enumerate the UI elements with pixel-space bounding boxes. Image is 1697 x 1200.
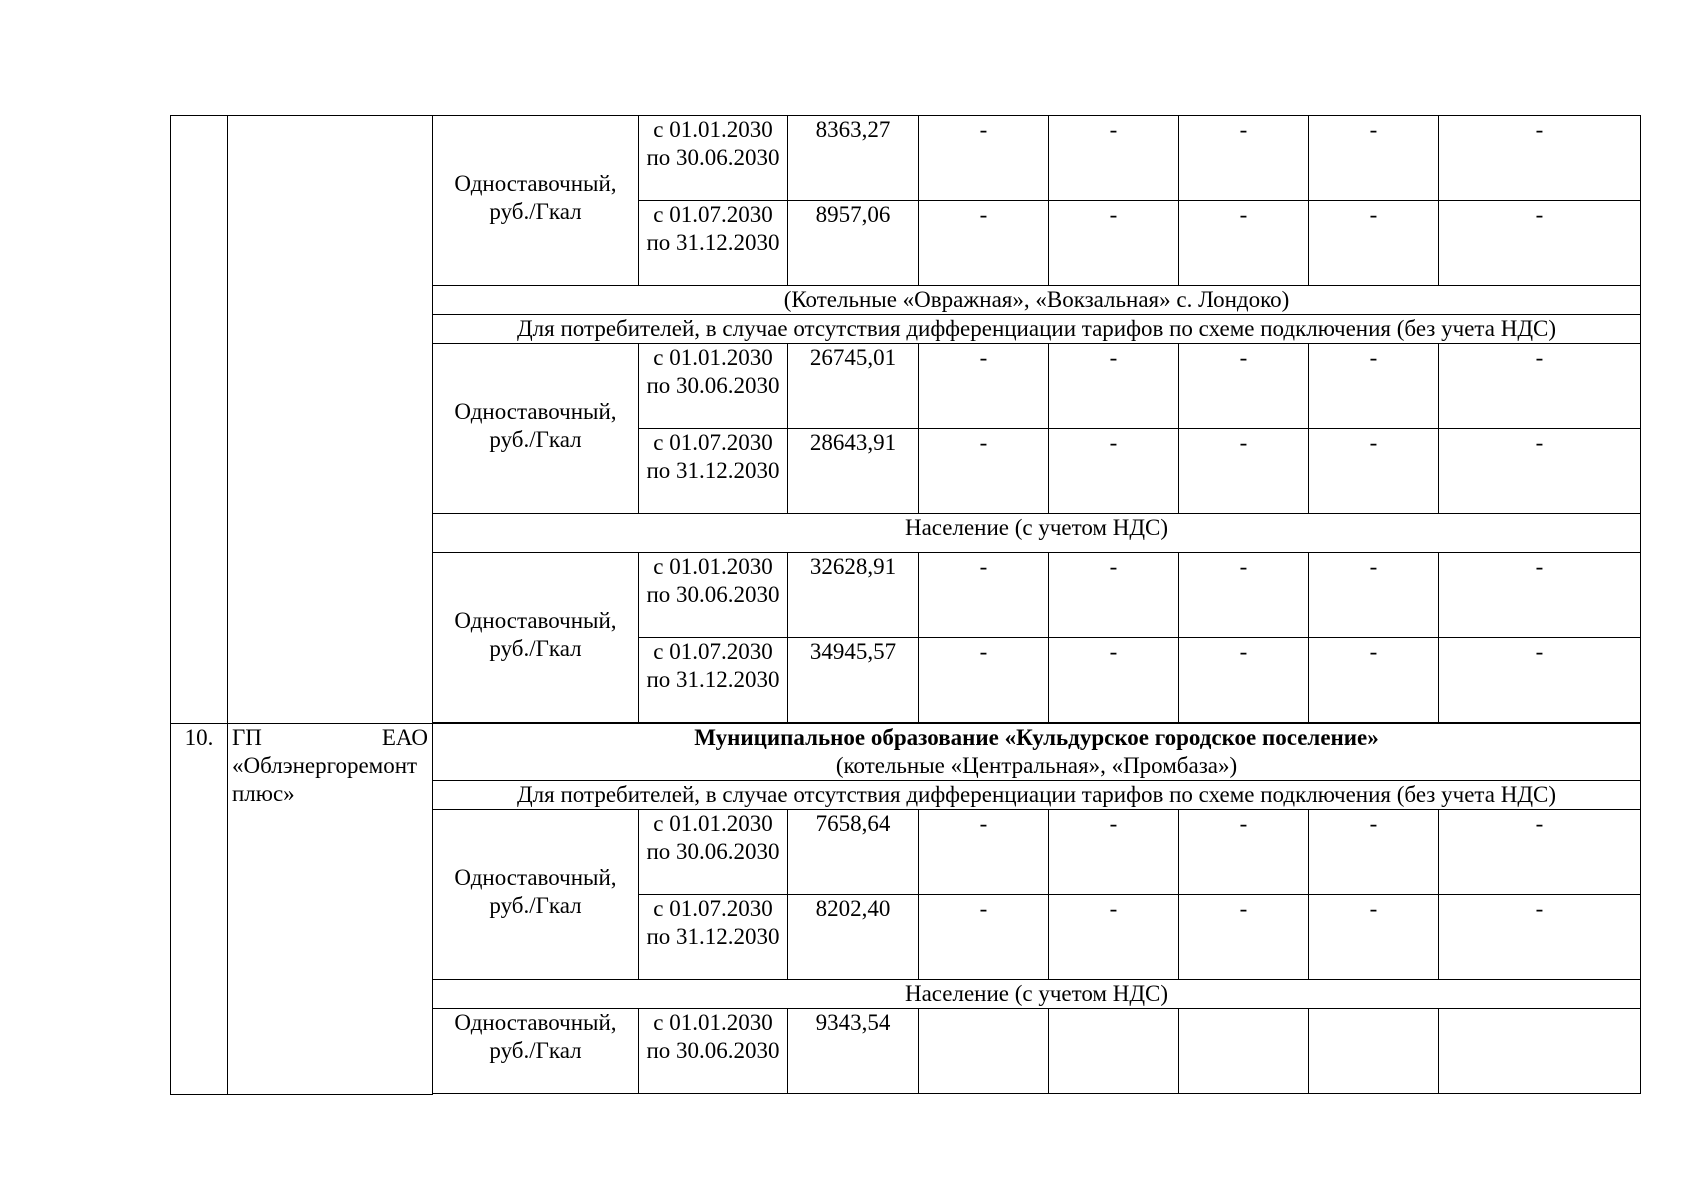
dash-cell: - — [919, 201, 1049, 286]
empty-cell — [1049, 1009, 1179, 1094]
consumers-header: Для потребителей, в случае отсутствия дифференциации тарифов по схеме подключения (без учета НДС) — [433, 315, 1641, 344]
dash-cell: - — [919, 895, 1049, 980]
dash-cell: - — [1309, 116, 1439, 201]
dash-cell: - — [1309, 201, 1439, 286]
dash-cell: - — [1439, 429, 1641, 514]
dash-cell: - — [1049, 201, 1179, 286]
tariff-value-cell: 8202,40 — [788, 895, 919, 980]
dash-cell: - — [1179, 429, 1309, 514]
population-header: Население (с учетом НДС) — [433, 514, 1641, 553]
organization-cell — [228, 116, 433, 724]
dash-cell: - — [1309, 810, 1439, 895]
tariff-type-cell: Одноставочный, руб./Гкал — [433, 553, 639, 723]
tariff-type-cell: Одноставочный, руб./Гкал — [433, 344, 639, 514]
dash-cell: - — [919, 810, 1049, 895]
section-header-row — [171, 724, 1641, 781]
organization-name — [228, 724, 433, 1095]
dash-cell: - — [919, 344, 1049, 429]
dash-cell: - — [1439, 116, 1641, 201]
period-cell: с 01.07.2030 по 31.12.2030 — [639, 201, 788, 286]
dash-cell: - — [1309, 638, 1439, 723]
dash-cell: - — [1179, 895, 1309, 980]
boiler-houses-header: (Котельные «Овражная», «Вокзальная» с. Лондоко) — [433, 286, 1641, 315]
dash-cell: - — [1049, 638, 1179, 723]
period-cell: с 01.01.2030 по 30.06.2030 — [639, 810, 788, 895]
tariff-value-cell: 8957,06 — [788, 201, 919, 286]
tariff-type-cell: Одноставочный, руб./Гкал — [433, 1009, 639, 1094]
period-cell: с 01.07.2030 по 31.12.2030 — [639, 638, 788, 723]
tariff-value-cell: 7658,64 — [788, 810, 919, 895]
entry-number: 10. — [171, 724, 228, 1095]
dash-cell: - — [1049, 895, 1179, 980]
dash-cell: - — [1439, 895, 1641, 980]
empty-cell — [1309, 1009, 1439, 1094]
period-cell: с 01.01.2030 по 30.06.2030 — [639, 553, 788, 638]
tariff-value-cell: 34945,57 — [788, 638, 919, 723]
empty-cell — [1439, 1009, 1641, 1094]
tariff-table — [170, 115, 1641, 1095]
organization-name-line2: «Облэнергоремонт плюс» — [232, 753, 418, 806]
consumers-header: Для потребителей, в случае отсутствия дифференциации тарифов по схеме подключения (без учета НДС) — [433, 781, 1641, 810]
period-cell: с 01.01.2030 по 30.06.2030 — [639, 344, 788, 429]
period-cell: с 01.01.2030 по 30.06.2030 — [639, 116, 788, 201]
dash-cell: - — [1179, 116, 1309, 201]
dash-cell: - — [1179, 810, 1309, 895]
dash-cell: - — [1049, 553, 1179, 638]
tariff-value-cell: 8363,27 — [788, 116, 919, 201]
population-header: Население (с учетом НДС) — [433, 980, 1641, 1009]
dash-cell: - — [1179, 638, 1309, 723]
dash-cell: - — [1309, 429, 1439, 514]
dash-cell: - — [1309, 344, 1439, 429]
period-cell: с 01.07.2030 по 31.12.2030 — [639, 429, 788, 514]
dash-cell: - — [1439, 344, 1641, 429]
period-cell: с 01.07.2030 по 31.12.2030 — [639, 895, 788, 980]
empty-cell — [1179, 1009, 1309, 1094]
dash-cell: - — [1049, 116, 1179, 201]
dash-cell: - — [1309, 553, 1439, 638]
tariff-value-cell: 32628,91 — [788, 553, 919, 638]
tariff-type-cell: Одноставочный, руб./Гкал — [433, 116, 639, 286]
dash-cell: - — [1439, 638, 1641, 723]
dash-cell: - — [1439, 810, 1641, 895]
municipality-title: Муниципальное образование «Кульдурское городское поселение» — [694, 725, 1379, 750]
table-row — [171, 116, 1641, 201]
empty-cell — [919, 1009, 1049, 1094]
dash-cell: - — [1179, 553, 1309, 638]
number-cell — [171, 116, 228, 724]
dash-cell: - — [919, 553, 1049, 638]
period-cell: с 01.01.2030 по 30.06.2030 — [639, 1009, 788, 1094]
dash-cell: - — [1049, 810, 1179, 895]
dash-cell: - — [1439, 201, 1641, 286]
municipality-boilers: (котельные «Центральная», «Промбаза») — [835, 753, 1238, 778]
dash-cell: - — [1179, 344, 1309, 429]
dash-cell: - — [1049, 429, 1179, 514]
dash-cell: - — [919, 429, 1049, 514]
dash-cell: - — [1439, 553, 1641, 638]
tariff-value-cell: 28643,91 — [788, 429, 919, 514]
dash-cell: - — [919, 116, 1049, 201]
dash-cell: - — [1179, 201, 1309, 286]
tariff-type-cell: Одноставочный, руб./Гкал — [433, 810, 639, 980]
municipality-header — [433, 724, 1641, 781]
organization-name-line1: ГП ЕАО — [232, 725, 428, 750]
tariff-value-cell: 9343,54 — [788, 1009, 919, 1094]
dash-cell: - — [1309, 895, 1439, 980]
spacer-cell — [433, 1094, 1641, 1095]
tariff-value-cell: 26745,01 — [788, 344, 919, 429]
dash-cell: - — [1049, 344, 1179, 429]
dash-cell: - — [919, 638, 1049, 723]
